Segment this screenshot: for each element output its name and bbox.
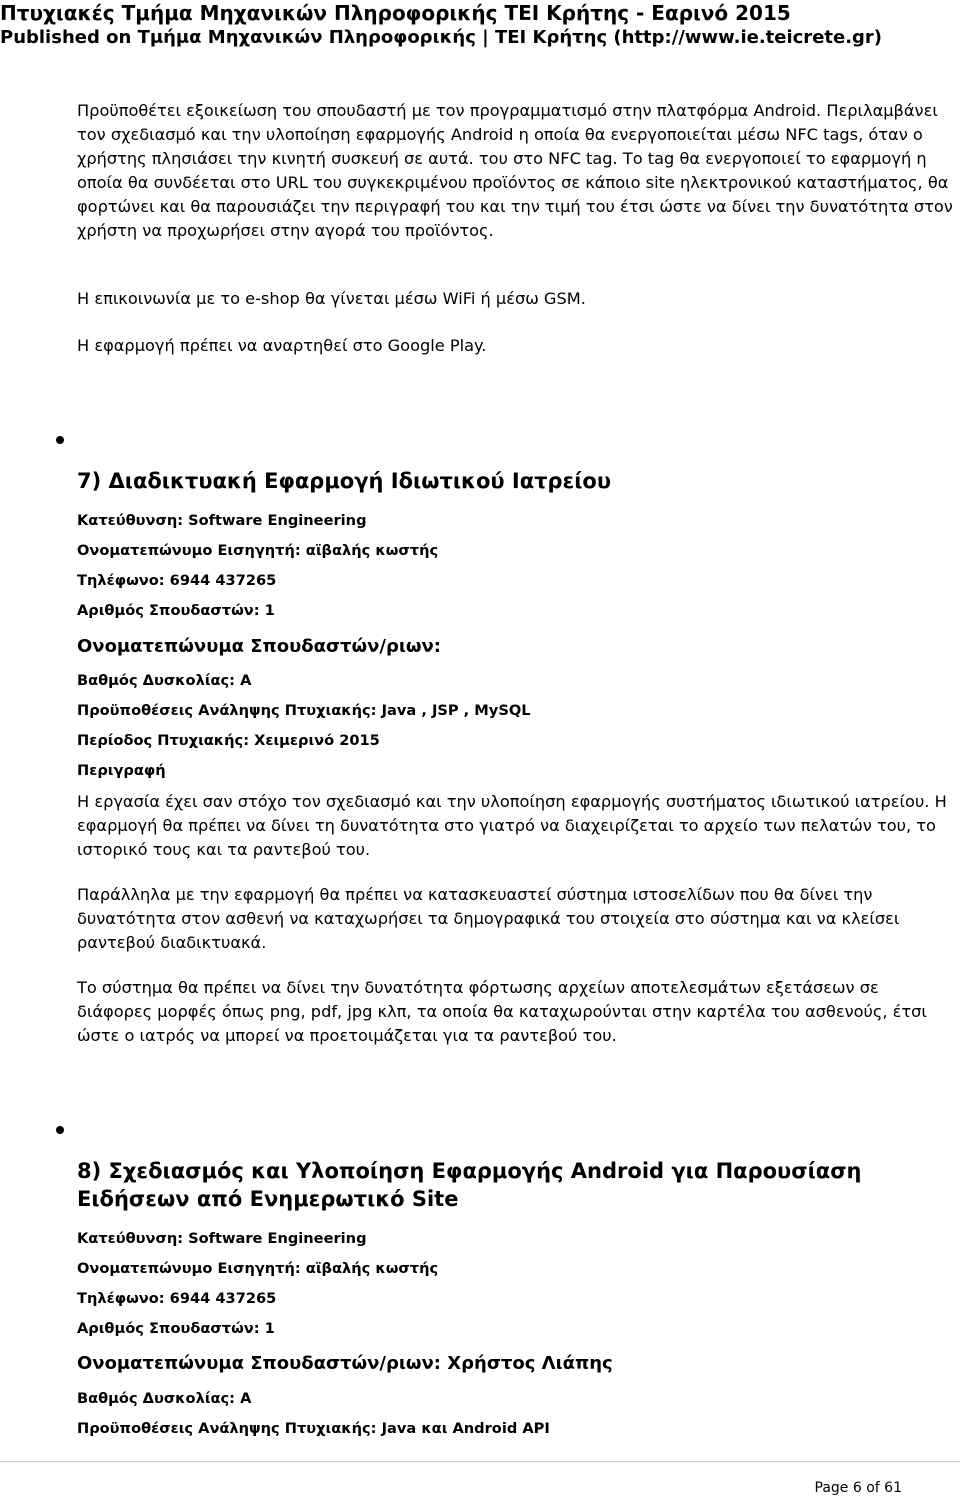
intro-communication-paragraph: Η επικοινωνία με το e-shop θα γίνεται μέσω WiFi ή μέσω GSM. <box>77 289 586 308</box>
section-8-title: 8) Σχεδιασμός και Υλοποίηση Εφαρμογής Android για Παρουσίαση Ειδήσεων από Ενημερωτικό Site <box>77 1159 862 1211</box>
page-header-subtitle: Published on Τμήμα Μηχανικών Πληροφορικής | ΤΕΙ Κρήτης (http://www.ie.teicrete.gr) <box>0 27 883 48</box>
intro-google-play-paragraph: Η εφαρμογή πρέπει να αναρτηθεί στο Google Play. <box>77 336 487 355</box>
section-7-supervisor: Ονοματεπώνυμο Εισηγητή: αϊβαλής κωστής <box>77 542 439 559</box>
page-header-title: Πτυχιακές Τμήμα Μηχανικών Πληροφορικής ΤΕΙ Κρήτης - Εαρινό 2015 <box>0 1 791 25</box>
section-7-title: 7) Διαδικτυακή Εφαρμογή Ιδιωτικού Ιατρείου <box>77 469 612 493</box>
section-8-students-names: Ονοματεπώνυμα Σπουδαστών/ριων: Χρήστος Λιάπης <box>77 1353 613 1374</box>
section-8-bullet <box>56 1126 64 1134</box>
section-7-difficulty: Βαθμός Δυσκολίας: A <box>77 672 252 689</box>
section-8-direction: Κατεύθυνση: Software Engineering <box>77 1230 367 1247</box>
section-8-students-count: Αριθμός Σπουδαστών: 1 <box>77 1320 275 1337</box>
section-7-description-2: Παράλληλα με την εφαρμογή θα πρέπει να κατασκευαστεί σύστημα ιστοσελίδων που θα δίνει την δυνατότητα στον ασθενή να καταχωρήσει τα δημογραφικά του στοιχεία στο σύστημα και να κλείσει ραντεβού διαδικτυακά. <box>77 885 900 952</box>
section-7-bullet <box>56 436 64 444</box>
section-7-students-count: Αριθμός Σπουδαστών: 1 <box>77 602 275 619</box>
section-8-difficulty: Βαθμός Δυσκολίας: A <box>77 1390 252 1407</box>
section-7-direction: Κατεύθυνση: Software Engineering <box>77 512 367 529</box>
section-7-students-names: Ονοματεπώνυμα Σπουδαστών/ριων: <box>77 636 441 657</box>
section-7-period: Περίοδος Πτυχιακής: Χειμερινό 2015 <box>77 732 380 749</box>
section-7-description-1: Η εργασία έχει σαν στόχο τον σχεδιασμό και την υλοποίηση εφαρμογής συστήματος ιδιωτικού ιατρείου. Η εφαρμογή θα πρέπει να δίνει τη δυνατότητα στο γιατρό να διαχειρίζεται το αρχείο των πελατών του, το ιστορικό τους και τα ραντεβού του. <box>77 792 947 859</box>
footer-divider <box>0 1461 960 1462</box>
section-8-supervisor: Ονοματεπώνυμο Εισηγητή: αϊβαλής κωστής <box>77 1260 439 1277</box>
section-8-phone: Τηλέφωνο: 6944 437265 <box>77 1290 277 1307</box>
section-7-phone: Τηλέφωνο: 6944 437265 <box>77 572 277 589</box>
intro-paragraph: Προϋποθέτει εξοικείωση του σπουδαστή με τον προγραμματισμό στην πλατφόρμα Android. Περιλαμβάνει τον σχεδιασμό και την υλοποίηση εφαρμογής Android η οποία θα ενεργοποιείται μέσω NFC tags, όταν ο χρήστης πλησιάσει την κινητή συσκευή σε αυτά. του στο NFC tag. Το tag θα ενεργοποιεί το εφαρμογή η οποία θα συνδέεται στο URL του συγκεκριμένου προϊόντος σε κάποιο site ηλεκτρονικού καταστήματος, θα φορτώνει και θα παρουσιάζει την περιγραφή του και την τιμή του έτσι ώστε να δίνει την δυνατότητα στον χρήστη να προχωρήσει στην αγορά του προϊόντος. <box>77 101 953 240</box>
section-8-prerequisites: Προϋποθέσεις Ανάληψης Πτυχιακής: Java και Android API <box>77 1420 550 1437</box>
section-7-description-label: Περιγραφή <box>77 762 166 779</box>
section-7-prerequisites: Προϋποθέσεις Ανάληψης Πτυχιακής: Java , JSP , MySQL <box>77 702 531 719</box>
section-7-description-3: Το σύστημα θα πρέπει να δίνει την δυνατότητα φόρτωσης αρχείων αποτελεσμάτων εξετάσεων σε διάφορες μορφές όπως png, pdf, jpg κλπ, τα οποία θα καταχωρούνται στην καρτέλα του ασθενούς, έτσι ώστε ο ιατρός να μπορεί να προετοιμάζεται για τα ραντεβού του. <box>77 978 927 1045</box>
page-number: Page 6 of 61 <box>814 1480 902 1496</box>
